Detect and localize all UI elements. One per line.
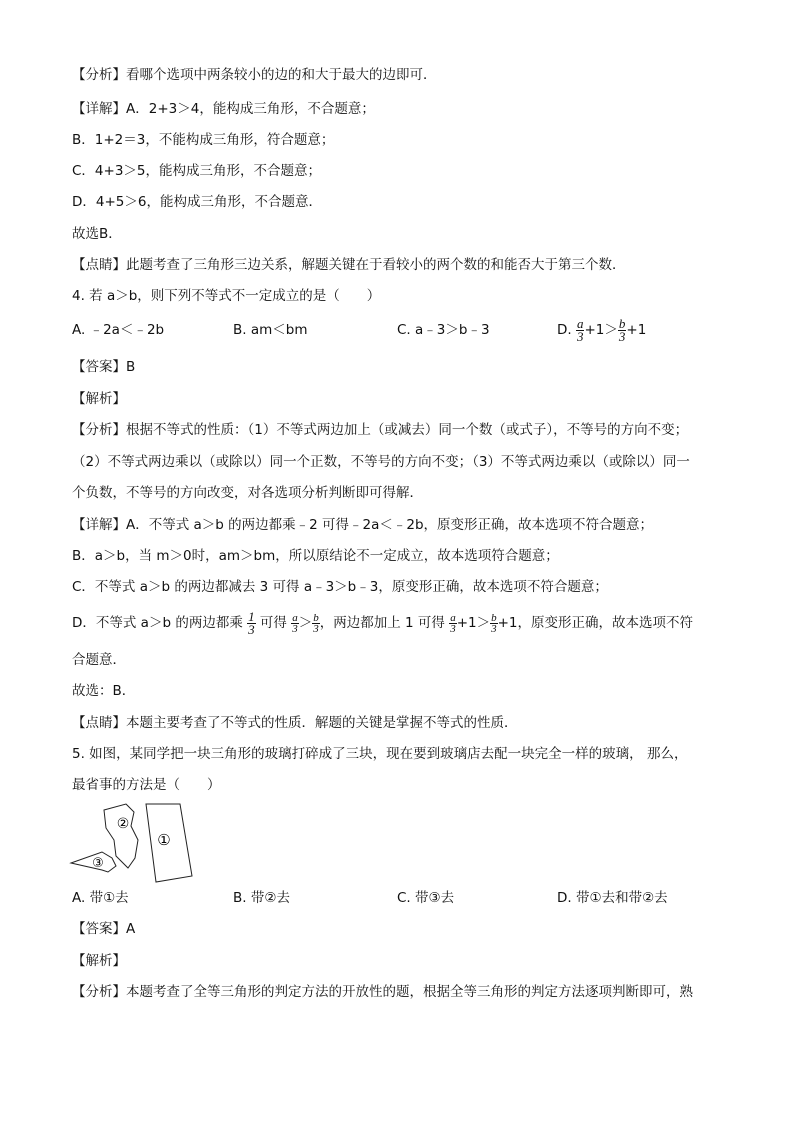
question-5-option-b: B. 带②去 bbox=[233, 890, 290, 906]
question-4-option-d bbox=[557, 312, 646, 348]
analysis-line: 【分析】看哪个选项中两条较小的边的和大于最大的边即可． bbox=[72, 67, 437, 83]
detail-line-b: B．1+2＝3，不能构成三角形，符合题意； bbox=[72, 132, 335, 148]
question-5-analysis-line-1: 【分析】本题考查了全等三角形的判定方法的开放性的题，根据全等三角形的判定方法逐项判断即可，熟 bbox=[72, 984, 693, 1000]
conclusion-line: 故选B． bbox=[72, 226, 122, 242]
glass-piece-2 bbox=[104, 804, 138, 868]
comment-line: 【点睛】此题考查了三角形三边关系，解题关键在于看较小的两个数的和能否大于第三个数． bbox=[72, 257, 626, 273]
question-4-detail-d-cont: 合题意． bbox=[72, 652, 126, 668]
question-5-stem-1: 5. 如图，某同学把一块三角形的玻璃打碎成了三块，现在要到玻璃店去配一块完全一样的玻璃， 那么， bbox=[72, 746, 688, 762]
fraction-b-over-3: $\frac{b}{3}$ bbox=[618, 315, 626, 344]
question-5-analysis-header: 【解析】 bbox=[72, 953, 126, 969]
question-4-detail-b: B．a＞b，当 m＞0时，am＞bm，所以原结论不一定成立，故本选项符合题意； bbox=[72, 548, 559, 564]
question-4-detail-c: C．不等式 a＞b 的两边都减去 3 可得 a﹣3＞b﹣3，原变形正确，故本选项不符合题意； bbox=[72, 579, 608, 595]
option-d-label: D. bbox=[557, 322, 572, 338]
plus-one-gt: +1＞ bbox=[584, 322, 618, 338]
question-4-comment: 【点睛】本题主要考查了不等式的性质．解题的关键是掌握不等式的性质． bbox=[72, 715, 518, 731]
question-4-conclusion: 故选：B． bbox=[72, 683, 136, 699]
fraction-a-over-3: $\frac{a}{3}$ bbox=[576, 315, 584, 344]
fraction-a-over-3-plus: $\frac{a}{3}$ bbox=[450, 611, 456, 635]
plus-one-gt-inline: +1＞ bbox=[456, 615, 491, 631]
plus-one: +1 bbox=[626, 322, 647, 338]
question-4-detail-d bbox=[72, 605, 693, 641]
detail-line-d: D．4+5＞6，能构成三角形，不合题意． bbox=[72, 194, 322, 210]
fraction-b-over-3-plus: $\frac{b}{3}$ bbox=[491, 611, 497, 635]
fraction-1-over-3: $\frac{1}{3}$ bbox=[248, 608, 255, 637]
piece-2-label: ② bbox=[116, 816, 130, 832]
detail-line-a: 【详解】A．2+3＞4，能构成三角形，不合题意； bbox=[72, 101, 375, 117]
piece-1-label: ① bbox=[157, 831, 171, 849]
question-4-detail-a: 【详解】A．不等式 a＞b 的两边都乘﹣2 可得﹣2a＜﹣2b，原变形正确，故本选项不符合题意； bbox=[72, 517, 654, 533]
question-4-answer: 【答案】B bbox=[72, 359, 136, 375]
piece-3-label: ③ bbox=[92, 856, 104, 871]
question-4-analysis-line-1: 【分析】根据不等式的性质：（1）不等式两边加上（或减去）同一个数（或式子），不等号的方向不变； bbox=[72, 422, 689, 438]
question-5-stem-2: 最省事的方法是（ ） bbox=[72, 777, 221, 793]
question-4-stem: 4. 若 a＞b，则下列不等式不一定成立的是（ ） bbox=[72, 288, 381, 304]
question-4-analysis-line-3: 个负数，不等号的方向改变，对各选项分析判断即可得解． bbox=[72, 485, 423, 501]
question-4-option-b: B. am＜bm bbox=[233, 322, 308, 338]
question-4-analysis-line-2: （2）不等式两边乘以（或除以）同一个正数，不等号的方向不变；（3）不等式两边乘以（或除以）同一 bbox=[72, 454, 690, 470]
question-4-option-a: A. ﹣2a＜﹣2b bbox=[72, 322, 165, 338]
detail-line-c: C．4+3＞5，能构成三角形，不合题意； bbox=[72, 163, 322, 179]
detail-d-text-1: D．不等式 a＞b 的两边都乘 bbox=[72, 615, 243, 631]
detail-d-text-3: ，两边都加上 1 可得 bbox=[319, 615, 445, 631]
broken-glass-figure bbox=[68, 800, 208, 890]
question-4-option-c: C. a﹣3＞b﹣3 bbox=[397, 322, 490, 338]
fraction-b-over-3-inline: $\frac{b}{3}$ bbox=[313, 611, 319, 635]
question-4-analysis-header: 【解析】 bbox=[72, 391, 126, 407]
detail-d-text-4: ，原变形正确，故本选项不符 bbox=[517, 615, 693, 631]
plus-one-inline: +1 bbox=[497, 615, 518, 631]
question-5-option-d: D. 带①去和带②去 bbox=[557, 890, 668, 906]
question-5-answer: 【答案】A bbox=[72, 921, 136, 937]
question-5-option-c: C. 带③去 bbox=[397, 890, 455, 906]
detail-d-text-2: 可得 bbox=[259, 615, 287, 631]
gt-sign: ＞ bbox=[298, 615, 313, 631]
fraction-a-over-3-inline: $\frac{a}{3}$ bbox=[292, 611, 298, 635]
question-5-option-a: A. 带①去 bbox=[72, 890, 129, 906]
